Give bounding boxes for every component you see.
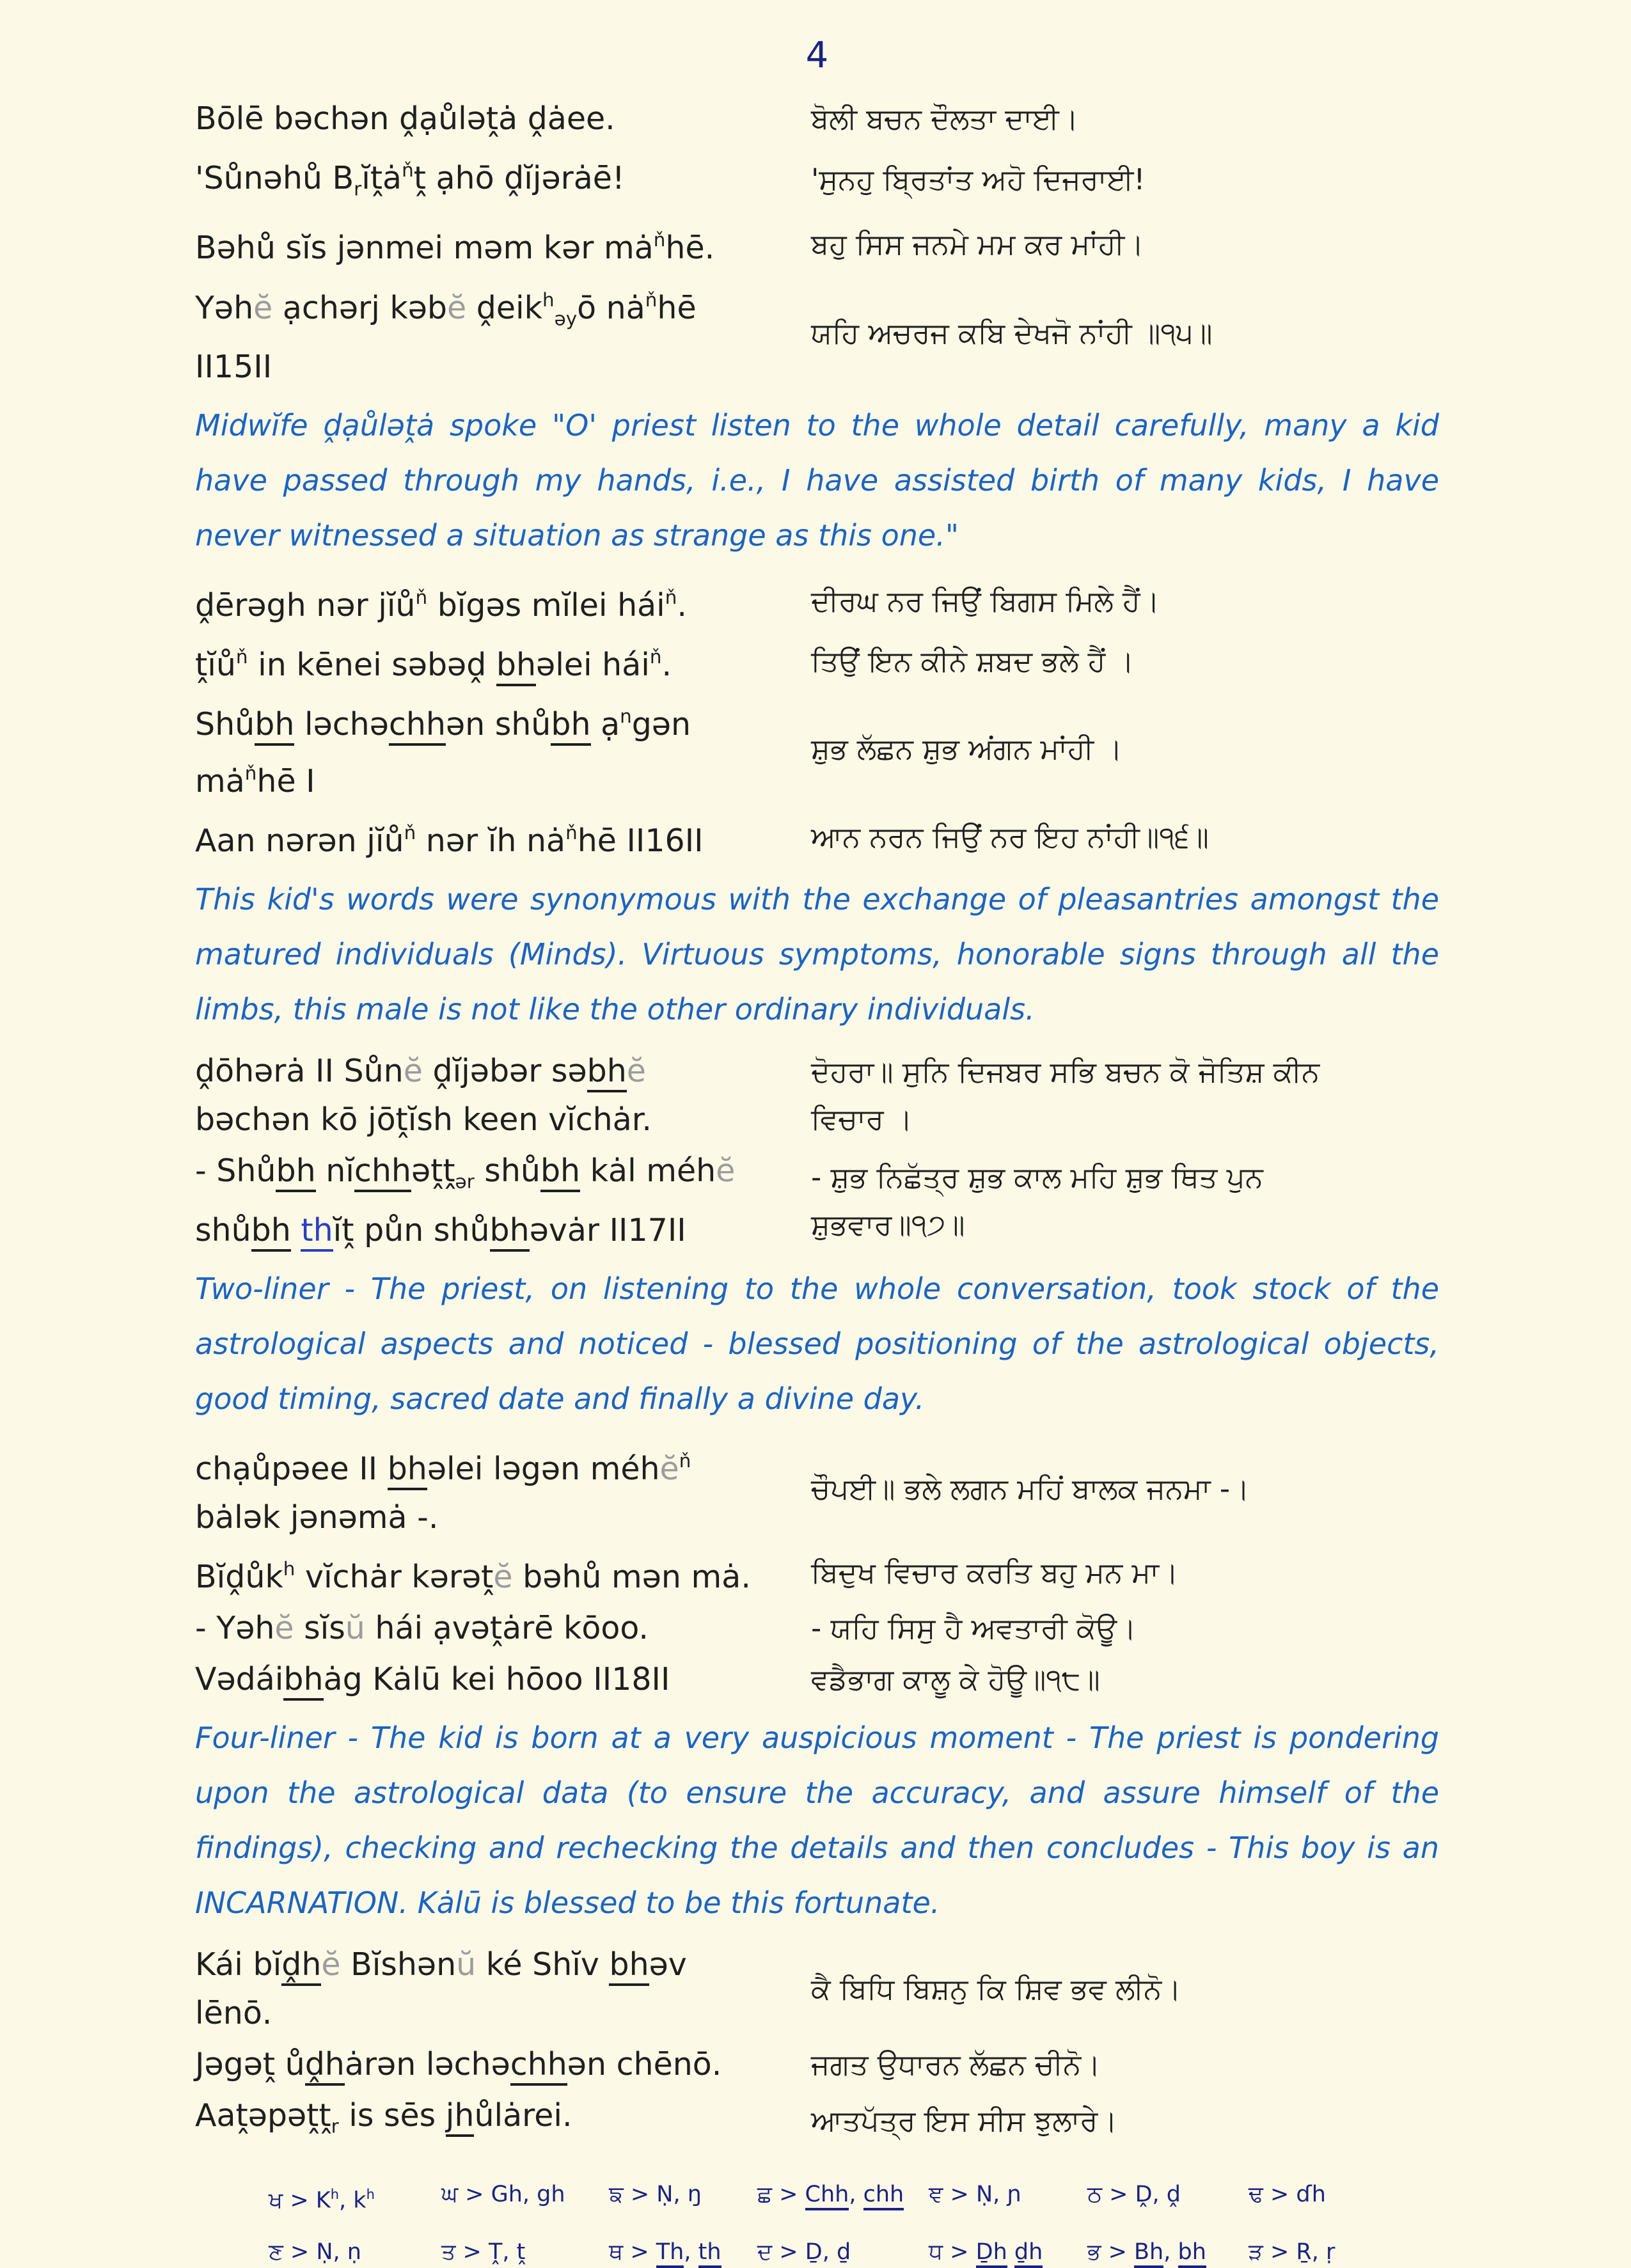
text-segment: ਥ > bbox=[609, 2239, 656, 2265]
text-segment: bh bbox=[490, 1212, 530, 1252]
legend-mapping-item bbox=[269, 2237, 441, 2267]
text-segment: ḓōhərȧ II Sůn bbox=[195, 1053, 404, 1090]
text-segment: ạ bbox=[590, 706, 620, 743]
text-segment: ਆਤਪੱਤ੍ਰ ਇਸ ਸੀਸ ਝੁਲਾਰੇ। bbox=[811, 2104, 1117, 2138]
text-segment: ਜਗਤ ਉਧਾਰਨ ਲੱਛਨ ਚੀਨੋ। bbox=[811, 2047, 1101, 2081]
text-segment: ké Shĭv bbox=[476, 1946, 610, 1983]
text-segment bbox=[291, 1212, 301, 1248]
text-segment: ȧrən ləchə bbox=[344, 2045, 510, 2083]
verse-couplet-row bbox=[195, 95, 1439, 143]
gurmukhi-text bbox=[793, 1549, 1439, 1596]
text-segment: sĭs bbox=[294, 1609, 345, 1646]
text-segment: jh bbox=[446, 2097, 475, 2137]
text-segment: shů bbox=[474, 1153, 540, 1190]
transliteration-text bbox=[195, 573, 793, 630]
text-segment: ਙ > Ṇ, ŋ bbox=[609, 2182, 702, 2208]
text-segment: ਤਿਉਂ ਇਨ ਕੀਨੇ ਸ਼ਬਦ ਭਲੇ ਹੈਂ । bbox=[811, 643, 1135, 678]
text-segment: bh bbox=[540, 1153, 580, 1192]
text-segment: Yəh bbox=[195, 289, 254, 326]
text-segment: nĭ bbox=[315, 1153, 354, 1190]
text-segment: ĕ bbox=[659, 1450, 679, 1487]
text-segment: nər ĭh nȧ bbox=[416, 823, 566, 860]
transliteration-text bbox=[195, 2040, 793, 2089]
transliteration-text bbox=[195, 2091, 793, 2150]
verse-couplet-row bbox=[195, 1047, 1439, 1144]
text-segment: th bbox=[301, 1212, 333, 1252]
verse-couplet-row bbox=[195, 1437, 1439, 1542]
text-segment: - ਸ਼ੁਭ ਨਿਛੱਤ੍ਰ ਸ਼ੁਭ ਕਾਲ ਮਹਿ ਸ਼ੁਭ ਥਿਤ ਪੁਨ bbox=[811, 1160, 1263, 1194]
transliteration-text bbox=[195, 1604, 793, 1653]
text-segment: ň bbox=[679, 1449, 691, 1472]
verse-couplet-row bbox=[195, 1147, 1439, 1254]
text-segment: ň bbox=[415, 586, 428, 608]
text-segment: əvȧr II17II bbox=[529, 1211, 686, 1248]
transliteration-text bbox=[195, 1941, 793, 2038]
text-segment: bh bbox=[388, 1451, 427, 1490]
text-segment: . bbox=[677, 587, 687, 624]
text-segment: ĕ bbox=[493, 1558, 513, 1595]
text-segment: lēnō. bbox=[195, 1994, 272, 2031]
text-segment: - Yəh bbox=[195, 1609, 275, 1646]
text-segment: ḏh bbox=[1014, 2239, 1043, 2268]
verse-couplet-row bbox=[195, 146, 1439, 213]
transliteration-text bbox=[195, 1437, 793, 1542]
text-segment: kȧl méh bbox=[580, 1153, 716, 1190]
text-segment: ḓeik bbox=[466, 289, 542, 326]
legend-row bbox=[269, 2237, 1439, 2267]
verse-couplet-row bbox=[195, 216, 1439, 272]
text-segment: Th bbox=[656, 2239, 684, 2268]
text-segment: ň bbox=[402, 159, 414, 181]
transliteration-text bbox=[195, 1147, 793, 1254]
text-segment: ň bbox=[235, 646, 248, 668]
text-segment: ਣ > Ṇ, ṇ bbox=[269, 2239, 361, 2265]
gurmukhi-text bbox=[793, 638, 1439, 685]
text-segment: ň bbox=[649, 646, 662, 668]
text-segment: ň bbox=[653, 229, 666, 251]
text-segment: chh bbox=[510, 2046, 567, 2086]
verse-content bbox=[195, 95, 1439, 2150]
legend-mapping-item bbox=[757, 2180, 929, 2216]
text-segment: ਦ > Ḏ, ḏ bbox=[757, 2239, 851, 2265]
text-segment: ਵਡੈਭਾਗ ਕਾਲੂ ਕੇ ਹੋਊ॥੧੮॥ bbox=[811, 1662, 1100, 1696]
text-segment: ਯਹਿ ਅਚਰਜ ਕਬਿ ਦੇਖਜੋ ਨਾਂਹੀ ॥੧੫॥ bbox=[811, 316, 1213, 350]
text-segment: bəchən kō jōṱĭsh keen vĭchȧr. bbox=[195, 1101, 652, 1138]
text-segment: h bbox=[542, 288, 555, 311]
text-segment: Jəgəṱ ů bbox=[195, 2045, 305, 2083]
text-segment: ਭ > bbox=[1087, 2239, 1135, 2265]
text-segment: ਆਨ ਨਰਨ ਜਿਉਂ ਨਰ ਇਹ ਨਾਂਹੀ॥੧੬॥ bbox=[811, 819, 1209, 854]
text-segment: Bōlē bəchən ḓạůləṱȧ ḓȧee. bbox=[195, 100, 615, 137]
text-segment: bəhů mən mȧ. bbox=[512, 1558, 751, 1595]
transliteration-text bbox=[195, 146, 793, 213]
text-segment: ḓh bbox=[281, 1946, 321, 1986]
transliteration-text bbox=[195, 692, 793, 806]
text-segment: ḓērəgh nər jĭů bbox=[195, 587, 416, 624]
text-segment: ĭṱȧ bbox=[361, 160, 402, 197]
text-segment: Shů bbox=[195, 706, 255, 743]
text-segment: hē II16II bbox=[577, 823, 704, 860]
text-segment: əv bbox=[649, 1946, 687, 1983]
text-segment: Vədái bbox=[195, 1660, 284, 1697]
text-segment: əlei hái bbox=[536, 647, 650, 684]
transliteration-text bbox=[195, 216, 793, 272]
gurmukhi-text bbox=[793, 578, 1439, 625]
text-segment: chh bbox=[389, 706, 446, 746]
text-segment: ੜ > Ṟ, ṛ bbox=[1249, 2239, 1336, 2265]
text-segment: , bbox=[1163, 2239, 1178, 2265]
text-segment: n bbox=[620, 705, 632, 728]
text-segment: ĕ bbox=[403, 1053, 423, 1090]
english-translation: Two-liner - The priest, on listening to the whole conversation, took stock of the astrological aspects and noticed - blessed positioning of the astrological objects, good timing, sacred date and finally a divine day. bbox=[195, 1271, 1439, 1416]
text-segment: ň bbox=[565, 822, 578, 844]
verse-couplet-row bbox=[195, 1604, 1439, 1653]
text-segment: ȧg Kȧlū kei hōoo II18II bbox=[323, 1660, 670, 1697]
text-segment: ĕ bbox=[716, 1153, 736, 1190]
text-segment: bh bbox=[276, 1153, 315, 1192]
verse-block bbox=[195, 573, 1439, 866]
text-segment bbox=[1007, 2239, 1014, 2265]
text-segment: bĭgəs mĭlei hái bbox=[427, 587, 665, 624]
text-segment: ən shů bbox=[445, 706, 551, 743]
text-segment: ਸ਼ੁਭਵਾਰ॥੧੭॥ bbox=[811, 1207, 965, 1241]
verse-couplet-row bbox=[195, 2091, 1439, 2150]
transliteration-text bbox=[195, 633, 793, 689]
text-segment: . bbox=[661, 647, 672, 684]
text-segment: bh bbox=[1178, 2239, 1206, 2268]
legend-mapping-item bbox=[609, 2180, 757, 2216]
text-segment: bȧlək jənəmȧ -. bbox=[195, 1499, 439, 1536]
text-segment: ਧ > bbox=[929, 2239, 976, 2265]
text-segment: , bbox=[849, 2182, 863, 2208]
gurmukhi-text bbox=[793, 1154, 1439, 1248]
text-segment: əlei ləgən méh bbox=[427, 1450, 660, 1487]
text-segment: ň bbox=[404, 822, 416, 844]
text-segment: - Shů bbox=[195, 1153, 276, 1190]
legend-mapping-item bbox=[929, 2237, 1087, 2267]
text-segment: əṱṱ bbox=[411, 1153, 455, 1190]
text-segment: ḓĭjəbər sə bbox=[422, 1053, 587, 1090]
text-segment: chh bbox=[863, 2182, 904, 2210]
text-segment: bh bbox=[283, 1661, 323, 1701]
transliteration-text bbox=[195, 808, 793, 865]
text-segment: ਖ > K bbox=[269, 2187, 331, 2214]
legend-mapping-item bbox=[1087, 2237, 1249, 2267]
english-translation: Four-liner - The kid is born at a very auspicious moment - The priest is pondering upon the astrological data (to ensure the accuracy, and assure himself of the findings), checking and rechecking the details and then concludes - This boy is an INCARNATION. Kȧlū is blessed to be this fortunate. bbox=[195, 1720, 1439, 1920]
text-segment: ਬਿਦੁਖ ਵਿਚਾਰ ਕਰਤਿ ਬਹੁ ਮਨ ਮਾ। bbox=[811, 1555, 1179, 1590]
text-segment: bh bbox=[551, 706, 590, 746]
gurmukhi-text bbox=[793, 310, 1439, 357]
text-segment: Kái bĭ bbox=[195, 1946, 282, 1983]
gurmukhi-text bbox=[793, 2041, 1439, 2088]
text-segment: ਠ > Ḓ, ḓ bbox=[1087, 2182, 1181, 2208]
text-segment: ਦੋਹਰਾ॥ ਸੁਨਿ ਦਿਜਬਰ ਸਭਿ ਬਚਨ ਕੋ ਜੋਤਿਸ਼ ਕੀਨ bbox=[811, 1055, 1320, 1089]
text-segment: shů bbox=[195, 1211, 251, 1248]
text-segment: ਬਹੁ ਸਿਸ ਜਨਮੇ ਮਮ ਕਰ ਮਾਂਹੀ। bbox=[811, 226, 1144, 261]
gurmukhi-text bbox=[793, 1048, 1439, 1143]
gurmukhi-text bbox=[793, 2097, 1439, 2145]
gurmukhi-text bbox=[793, 1605, 1439, 1652]
text-segment: Bĭshən bbox=[340, 1946, 457, 1983]
text-segment: ਕੈ ਬਿਧਿ ਬਿਸ਼ਨੁ ਕਿ ਸ਼ਿਵ ਭਵ ਲੀਨੋ। bbox=[811, 1971, 1181, 2006]
text-segment: ň bbox=[244, 762, 257, 785]
text-segment: ĭṱ půn shů bbox=[333, 1211, 490, 1248]
text-segment: ਦੀਰਘ ਨਰ ਜਿਉਂ ਬਿਗਸ ਮਿਲੇ ਹੈਂ। bbox=[811, 584, 1160, 618]
gurmukhi-text bbox=[793, 95, 1439, 143]
text-segment: chạůpəee II bbox=[195, 1450, 388, 1487]
text-segment: ਛ > bbox=[757, 2182, 805, 2208]
text-segment: Bh bbox=[1134, 2239, 1163, 2268]
gurmukhi-text bbox=[793, 1965, 1439, 2013]
verse-couplet-row bbox=[195, 1941, 1439, 2038]
text-segment: ň bbox=[665, 586, 677, 608]
verse-couplet-row bbox=[195, 2040, 1439, 2089]
text-segment: ਚੌਪਈ॥ ਭਲੇ ਲਗਨ ਮਹਿਂ ਬਾਲਕ ਜਨਮਾ -। bbox=[811, 1472, 1250, 1506]
text-segment: ň bbox=[645, 288, 658, 311]
text-segment: th bbox=[698, 2239, 721, 2268]
text-segment: ਞ > Ṇ, ɲ bbox=[929, 2182, 1021, 2208]
legend-mapping-item bbox=[441, 2180, 609, 2216]
text-segment: Bəhů sĭs jənmei məm kər mȧ bbox=[195, 230, 654, 267]
verse-couplet-row bbox=[195, 276, 1439, 391]
verse-block bbox=[195, 1437, 1439, 1704]
text-segment: ĕ bbox=[447, 289, 467, 326]
text-segment: bh bbox=[587, 1053, 627, 1092]
text-segment: II15II bbox=[195, 348, 272, 385]
text-segment: ləchə bbox=[294, 706, 389, 743]
transliteration-text bbox=[195, 95, 793, 143]
text-segment: r bbox=[331, 2115, 339, 2138]
text-segment: hē I bbox=[256, 763, 315, 800]
text-segment: 'Sůnəhů B bbox=[195, 160, 354, 197]
text-segment: ər bbox=[455, 1170, 475, 1193]
text-segment: Aaṱəpəṱṱ bbox=[195, 2097, 331, 2134]
text-segment: Chh bbox=[805, 2182, 849, 2210]
text-segment: , k bbox=[339, 2187, 366, 2214]
transliteration-text bbox=[195, 1047, 793, 1144]
text-segment: hái ạvəṱȧrē kōoo. bbox=[365, 1609, 649, 1646]
text-segment: hē. bbox=[665, 230, 715, 267]
transliteration-text bbox=[195, 1545, 793, 1602]
text-segment: bh bbox=[609, 1946, 649, 1986]
verse-block bbox=[195, 95, 1439, 391]
text-segment: ṱĭů bbox=[195, 647, 236, 684]
text-segment: h bbox=[366, 2187, 375, 2203]
text-segment: ḓh bbox=[305, 2046, 345, 2086]
legend-mapping-item bbox=[929, 2180, 1087, 2216]
legend-mapping-item bbox=[1249, 2180, 1439, 2216]
text-segment: 'ਸੁਨਹੁ ਬ੍ਰਿਤਾਂਤ ਅਹੋ ਦਿਜਰਾਈ! bbox=[811, 162, 1146, 196]
page-number: 4 bbox=[805, 35, 829, 76]
text-segment: ṱ ạhō ḓĭjərȧē! bbox=[413, 160, 625, 197]
text-segment: ਤ > Ṱ, ṱ bbox=[441, 2239, 526, 2265]
text-segment: in kēnei səbəḓ bbox=[248, 647, 496, 684]
text-segment: Ḏh bbox=[976, 2239, 1007, 2268]
legend-mapping-item bbox=[441, 2237, 609, 2267]
gurmukhi-text bbox=[793, 725, 1439, 773]
legend-mapping-item bbox=[1249, 2237, 1439, 2267]
text-segment: bh bbox=[255, 706, 294, 746]
transliteration-text bbox=[195, 1655, 793, 1704]
gurmukhi-text bbox=[793, 1465, 1439, 1513]
gurmukhi-text bbox=[793, 221, 1439, 268]
text-segment: ਵਿਚਾਰ । bbox=[811, 1102, 913, 1137]
legend-row bbox=[269, 2180, 1439, 2216]
text-segment: ĕ bbox=[253, 289, 273, 326]
text-segment: bh bbox=[251, 1212, 291, 1252]
verse-block bbox=[195, 1047, 1439, 1254]
verse-couplet-row bbox=[195, 1545, 1439, 1602]
text-segment: vĭchȧr kərəṱ bbox=[295, 1558, 494, 1595]
text-segment: ਘ > Gh, gh bbox=[441, 2182, 565, 2208]
text-segment: ŭ bbox=[456, 1946, 477, 1983]
transliteration-text bbox=[195, 276, 793, 391]
legend-mapping-item bbox=[757, 2237, 929, 2267]
verse-couplet-row bbox=[195, 633, 1439, 689]
verse-couplet-row bbox=[195, 692, 1439, 806]
verse-couplet-row bbox=[195, 1655, 1439, 1704]
text-segment: bh bbox=[496, 647, 536, 686]
gurmukhi-text bbox=[793, 1656, 1439, 1703]
legend-mapping-item bbox=[269, 2180, 441, 2216]
verse-block bbox=[195, 1941, 1439, 2150]
text-segment: ĕ bbox=[321, 1946, 341, 1983]
text-segment: ůlȧrei. bbox=[474, 2097, 572, 2134]
text-segment: h bbox=[330, 2187, 340, 2203]
legend-mapping-item bbox=[609, 2237, 757, 2267]
text-segment: ən chēnō. bbox=[567, 2045, 722, 2083]
text-segment: r bbox=[354, 178, 362, 200]
legend-mapping-item bbox=[1087, 2180, 1249, 2216]
text-segment: Aan nərən jĭů bbox=[195, 823, 404, 860]
text-segment: chh bbox=[354, 1153, 411, 1192]
text-segment: ਬੋਲੀ ਬਚਨ ਦੌਲਤਾ ਦਾਈ। bbox=[811, 102, 1079, 136]
gurmukhi-text bbox=[793, 814, 1439, 861]
text-segment: ạchərj kəb bbox=[272, 289, 448, 326]
text-segment: Bĭḓůk bbox=[195, 1558, 283, 1595]
transliteration-legend bbox=[269, 2180, 1439, 2267]
english-translation: This kid's words were synonymous with the exchange of pleasantries amongst the matured individuals (Minds). Virtuous symptoms, honorable signs through all the limbs, this male is not like the other ordinary individuals. bbox=[195, 882, 1439, 1027]
text-segment: mȧ bbox=[195, 763, 245, 800]
text-segment: ō nȧ bbox=[577, 289, 645, 326]
text-segment: əy bbox=[554, 307, 578, 329]
text-segment: ĕ bbox=[274, 1609, 294, 1646]
verse-couplet-row bbox=[195, 808, 1439, 865]
verse-couplet-row bbox=[195, 573, 1439, 630]
english-translation: Midwĭfe ḓạůləṱȧ spoke "O' priest listen to the whole detail carefully, many a kid have passed through my hands, i.e., I have assisted birth of many kids, I have never witnessed a situation as strange as this one." bbox=[195, 407, 1439, 553]
text-segment: ਸ਼ੁਭ ਲੱਛਨ ਸ਼ੁਭ ਅਂਗਨ ਮਾਂਹੀ । bbox=[811, 732, 1123, 766]
text-segment: - ਯਹਿ ਸਿਸੁ ਹੈ ਅਵਤਾਰੀ ਕੋਊ। bbox=[811, 1610, 1137, 1645]
text-segment: hē bbox=[657, 289, 697, 326]
text-segment: ਢ > ɗh bbox=[1249, 2182, 1326, 2208]
text-segment: h bbox=[283, 1557, 295, 1580]
text-segment: is sēs bbox=[338, 2097, 446, 2134]
text-segment: ĕ bbox=[626, 1053, 646, 1090]
text-segment: gən bbox=[631, 706, 691, 743]
text-segment: ŭ bbox=[345, 1609, 365, 1646]
gurmukhi-text bbox=[793, 156, 1439, 203]
text-segment: , bbox=[684, 2239, 698, 2265]
